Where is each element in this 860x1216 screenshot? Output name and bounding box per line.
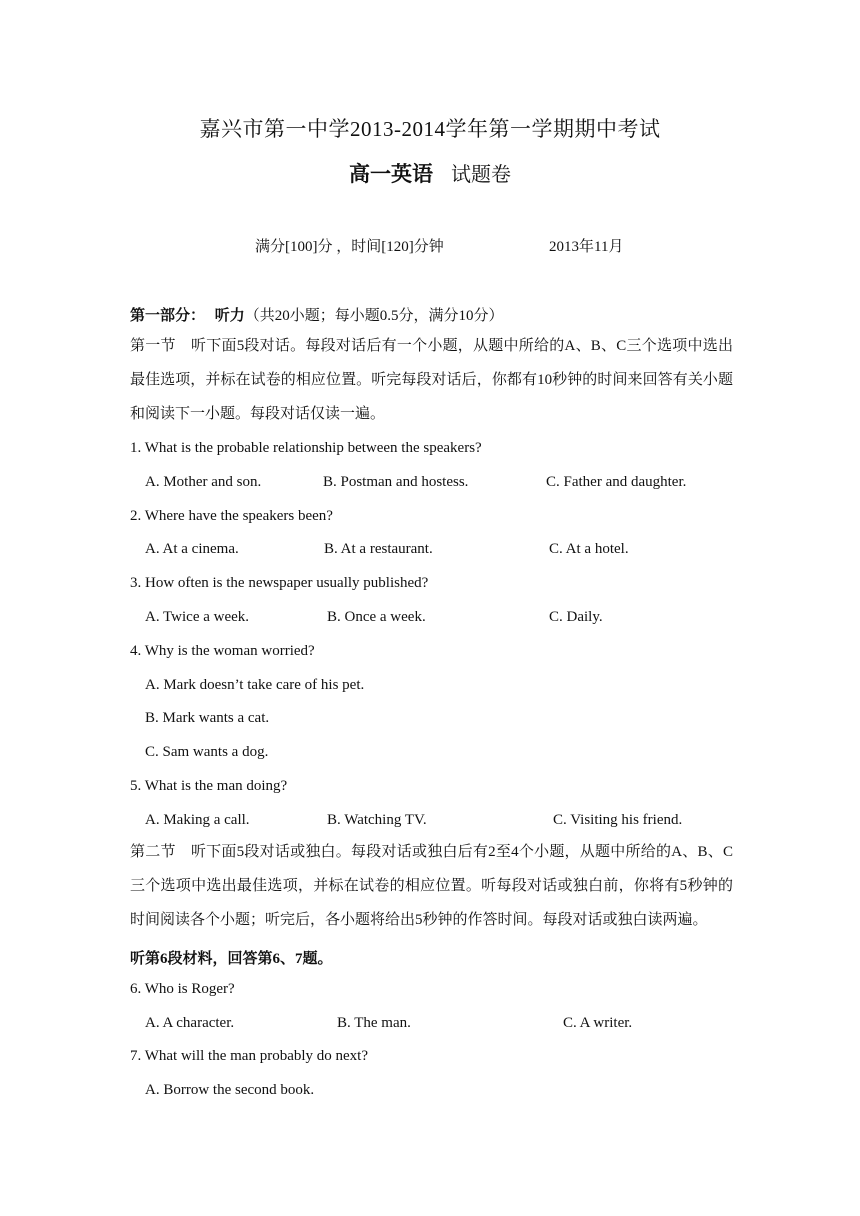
question-4-stem: 4. Why is the woman worried? (130, 643, 315, 659)
exam-subtitle (0, 158, 860, 188)
part1-label: 第一部分： (130, 308, 206, 324)
question-4-option-c: C. Sam wants a dog. (145, 744, 269, 760)
exam-title: 嘉兴市第一中学2013-2014学年第一学期期中考试 (199, 117, 661, 141)
subject-label: 高一英语 (349, 162, 433, 186)
question-3-option-a: A. Twice a week. (145, 609, 250, 625)
part1-name: 听力 (214, 308, 245, 324)
question-4-option-a: A. Mark doesn’t take care of his pet. (145, 677, 365, 693)
question-1-option-a: A. Mother and son. (145, 474, 262, 490)
question-3-stem: 3. How often is the newspaper usually published? (130, 575, 429, 591)
question-5-option-b: B. Watching TV. (327, 812, 427, 828)
part1-heading (130, 304, 504, 325)
question-3-option-c: C. Daily. (549, 609, 603, 625)
question-2-option-c: C. At a hotel. (549, 541, 629, 557)
exam-date: 2013年11月 (549, 239, 624, 255)
question-2-option-a: A. At a cinema. (145, 541, 239, 557)
question-1-option-b: B. Postman and hostess. (323, 474, 469, 490)
question-3-option-b: B. Once a week. (327, 609, 426, 625)
question-5-option-a: A. Making a call. (145, 812, 250, 828)
question-2-stem: 2. Where have the speakers been? (130, 508, 333, 524)
question-7-stem: 7. What will the man probably do next? (130, 1048, 369, 1064)
question-6-stem: 6. Who is Roger? (130, 981, 235, 997)
question-1-option-c: C. Father and daughter. (546, 474, 687, 490)
question-4-option-b: B. Mark wants a cat. (145, 710, 270, 726)
part1-detail: （共20小题；每小题0.5分，满分10分） (244, 308, 504, 324)
section2-instructions: 第二节 听下面5段对话或独白。每段对话或独白后有2至4个小题，从题中所给的A、B、C三个选项中选出最佳选项，并标在试卷的相应位置。听每段对话或独白前，你将有5秒钟的时间阅读各个小题；听完后，各小题将给出5秒钟的作答时间。每段对话或独白读两遍。 (130, 844, 733, 928)
question-5-stem: 5. What is the man doing? (130, 778, 288, 794)
paper-type-label: 试题卷 (451, 164, 511, 186)
passage-6-heading: 听第6段材料，回答第6、7题。 (130, 951, 333, 967)
question-1-stem: 1. What is the probable relationship between the speakers? (130, 440, 482, 456)
question-5-option-c: C. Visiting his friend. (553, 812, 683, 828)
question-7-option-a: A. Borrow the second book. (145, 1082, 315, 1098)
question-6-option-a: A. A character. (145, 1015, 235, 1031)
score-time: 满分[100]分 ，时间[120]分钟 (255, 239, 444, 255)
question-6-option-b: B. The man. (337, 1015, 411, 1031)
question-2-option-b: B. At a restaurant. (324, 541, 433, 557)
section1-instructions: 第一节 听下面5段对话。每段对话后有一个小题，从题中所给的A、B、C三个选项中选出最佳选项，并标在试卷的相应位置。听完每段对话后，你都有10秒钟的时间来回答有关小题和阅读下一小题。每段对话仅读一遍。 (130, 338, 733, 422)
question-6-option-c: C. A writer. (563, 1015, 633, 1031)
